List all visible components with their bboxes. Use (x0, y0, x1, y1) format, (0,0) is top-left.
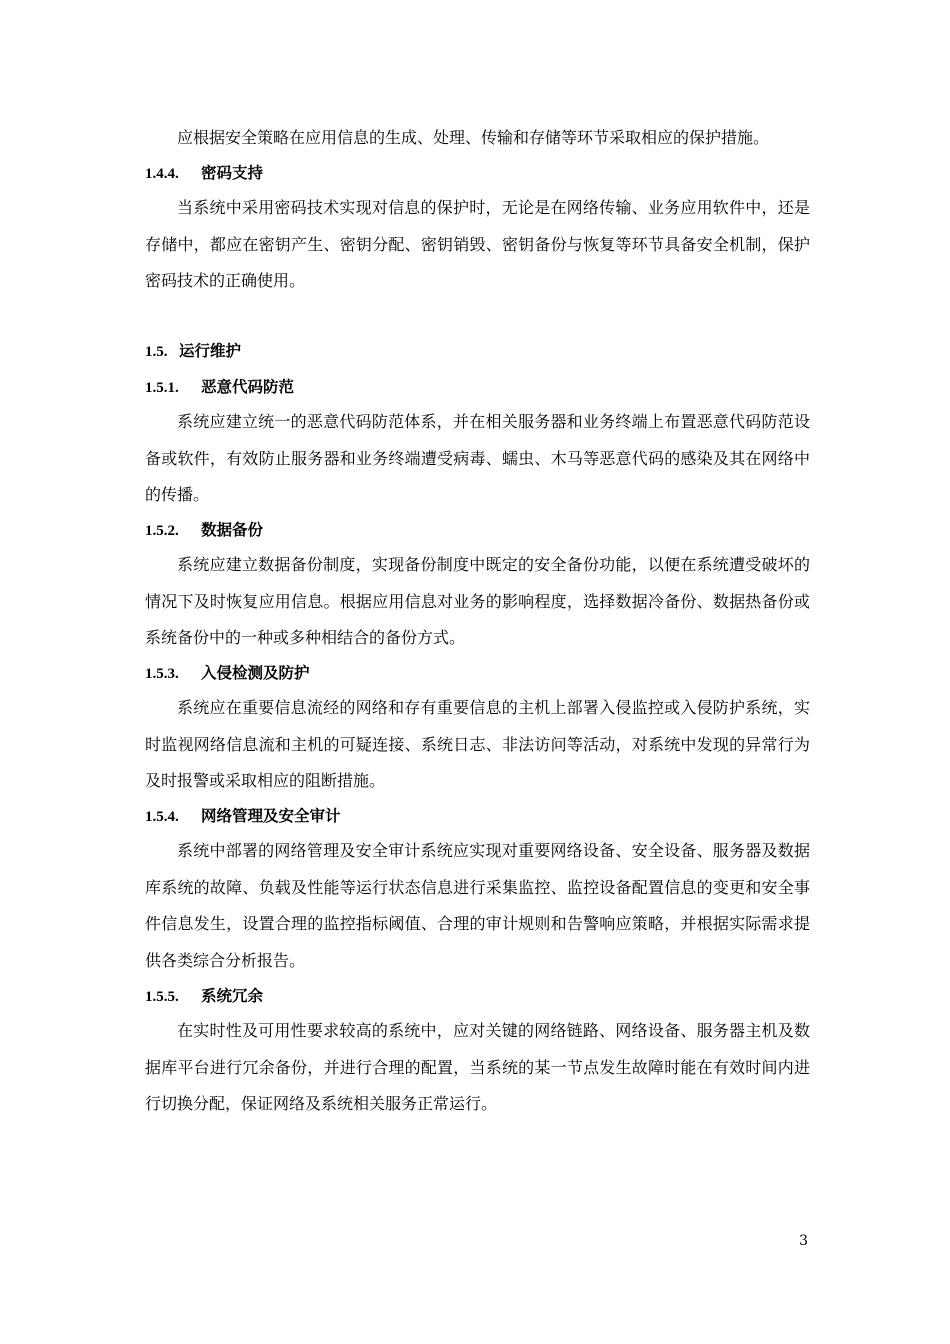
heading-title: 系统冗余 (201, 987, 264, 1005)
heading-1-5-1 (145, 376, 810, 399)
heading-1-5-3 (145, 662, 810, 685)
paragraph: 应根据安全策略在应用信息的生成、处理、传输和存储等环节采取相应的保护措施。 (177, 128, 770, 147)
heading-title: 恶意代码防范 (201, 378, 295, 396)
heading-number: 1.5.1. (145, 380, 179, 396)
paragraph: 系统中部署的网络管理及安全审计系统应实现对重要网络设备、安全设备、服务器及数据库系统的故障、负载及性能等运行状态信息进行采集监控、监控设备配置信息的变更和安全事件信息发生，设置合理的监控指标阈值、合理的审计规则和告警响应策略，并根据实际需求提供各类综合分析报告。 (145, 841, 810, 970)
paragraph: 系统应建立统一的恶意代码防范体系，并在相关服务器和业务终端上布置恶意代码防范设备或软件，有效防止服务器和业务终端遭受病毒、蠕虫、木马等恶意代码的感染及其在网络中的传播。 (145, 412, 810, 504)
paragraph: 当系统中采用密码技术实现对信息的保护时，无论是在网络传输、业务应用软件中，还是存储中，都应在密钥产生、密钥分配、密钥销毁、密钥备份与恢复等环节具备安全机制，保护密码技术的正确使用。 (145, 198, 810, 290)
heading-1-5-5 (145, 985, 810, 1008)
heading-title: 密码支持 (201, 164, 264, 182)
heading-title: 入侵检测及防护 (201, 664, 310, 682)
paragraph: 系统应建立数据备份制度，实现备份制度中既定的安全备份功能，以便在系统遭受破坏的情况下及时恢复应用信息。根据应用信息对业务的影响程度，选择数据冷备份、数据热备份或系统备份中的一种或多种相结合的备份方式。 (145, 555, 810, 647)
page-number: 3 (799, 1233, 808, 1249)
heading-number: 1.5.4. (145, 809, 179, 825)
heading-number: 1.5.2. (145, 523, 179, 539)
heading-title: 网络管理及安全审计 (201, 807, 341, 825)
heading-1-4-4 (145, 162, 810, 185)
heading-title: 数据备份 (201, 521, 264, 539)
paragraph: 系统应在重要信息流经的网络和存有重要信息的主机上部署入侵监控或入侵防护系统，实时监视网络信息流和主机的可疑连接、系统日志、非法访问等活动，对系统中发现的异常行为及时报警或采取相应的阻断措施。 (145, 698, 810, 790)
paragraph: 在实时性及可用性要求较高的系统中，应对关键的网络链路、网络设备、服务器主机及数据库平台进行冗余备份，并进行合理的配置，当系统的某一节点发生故障时能在有效时间内进行切换分配，保证网络及系统相关服务正常运行。 (145, 1021, 810, 1113)
heading-number: 1.4.4. (145, 166, 179, 182)
heading-1-5-2 (145, 519, 810, 542)
heading-number: 1.5.5. (145, 989, 179, 1005)
heading-title: 运行维护 (179, 342, 242, 360)
heading-1-5-4 (145, 805, 810, 828)
heading-number: 1.5. (145, 344, 168, 360)
heading-number: 1.5.3. (145, 666, 179, 682)
heading-1-5 (145, 340, 810, 363)
